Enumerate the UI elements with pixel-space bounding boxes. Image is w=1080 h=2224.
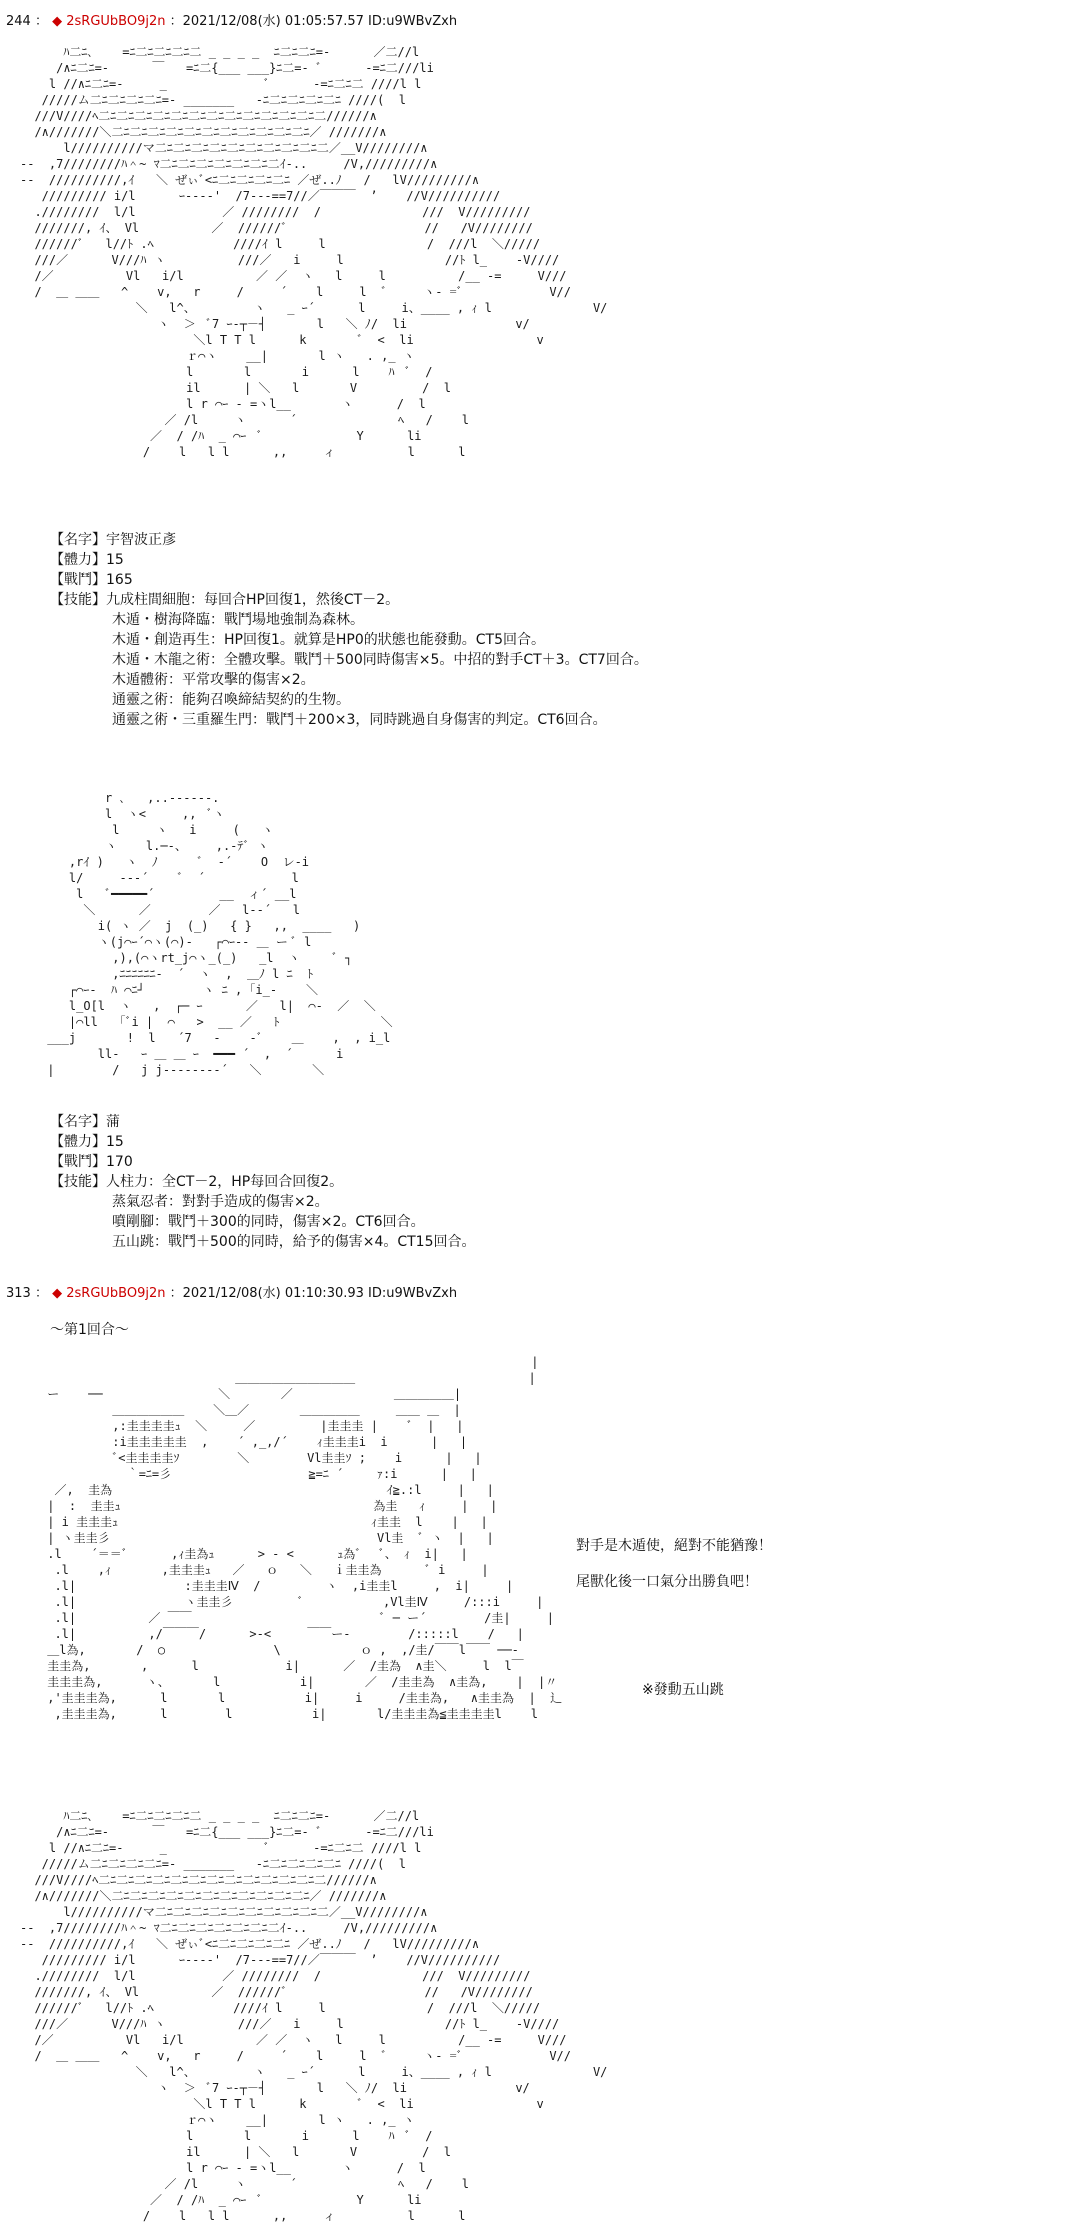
ascii-art-tree-repeat: ﾊ二ﾆ､ =ﾆ二ﾆ二ﾆ二ﾆ二 _ _ _ _ ﾆ二ﾆ二ﾆ=- ／二//l /∧ﾆ二ﾆ=- ￣ =ﾆ二{___ ___}ﾆ二=- ﾞ -=ﾆ二///li l //∧ﾆ二ﾆ=- _ ﾞ -=ﾆ二ﾆ二 ////l l /////ム二ﾆ二ﾆ二ﾆ二ﾆ=- _______ -ﾆ二ﾆ二ﾆ二ﾆ二ﾆ ////( l ///V////ﾍ二ﾆ二ﾆ二ﾆ二ﾆ二ﾆ二ﾆ二ﾆ二ﾆ二ﾆ二ﾆ二ﾆ二ﾆ二//////∧ /∧///////＼二ﾆ二ﾆ二ﾆ二ﾆ二ﾆ二ﾆ二ﾆ二ﾆ二ﾆ二ﾆ二ﾆ／ ///////∧ l//////////マ二ﾆ二ﾆ二ﾆ二ﾆ二ﾆ二ﾆ二ﾆ二ﾆ二ﾆ二／__V////////∧ -- ,7////////ﾊ＾~ ﾏ二ﾆ二ﾆ二ﾆ二ﾆ二ﾆ二ﾆ二ｲ-.. /V,/////////∧ -- //////////,ｲ ＼ ぜぃﾞ<ﾆ二ﾆ二ﾆ二ﾆ二ﾆ ／ぜ..ﾉ / lV/////////∧ ///////// i/l ｰ----' /7---==7//／￣￣￣ ’ //V////////// .//////// l/l ／ //////// / /// V///////// ///////, ｲ、 Vl ／ //////ﾞ // /V//////// //////ﾞ l//ﾄ .ﾍ ////ｲ l l / ///l ＼///// ///／ V///ﾊ ヽ ///／ i l //ﾄ l_ -V//// /／ Vl i/l ／ ／ ヽ l l /__ -= V/// / ＿ ＿＿ ^ v, r / ´ l l ﾞ ヽ- =ﾞ V// ＼ l^、 ヽ _ ｰ´ l i、____ , ｨ l V/ ヽ ＞ ﾞ7 ｰ-┬－┤ l ＼ ﾉ/ li v/ ＼l T T l k ﾞ < li v ｒ⌒ヽ __| l ヽ . ,_ ヽ l l i l ﾊ ﾞ / il | ＼ l V / l l r ⌒ｰ - =ヽl__ ヽ / l ／ /l ヽ ´ ﾍ / l ／ / /ﾊ _ ⌒ｰ ﾞ Y li / l l l ,, ィ l l — [20, 1809, 608, 2223]
skill-line: 蒸氣忍者：對對手造成的傷害×2。 — [112, 1194, 329, 1210]
stat-skills-row — [50, 1172, 476, 1192]
stat-hp-row — [50, 1132, 476, 1152]
narration-line-2: 尾獸化後一口氣分出勝負吧！ — [576, 1574, 758, 1590]
skill-line: 五山跳：戰鬥＋500的同時，給予的傷害×4。CT15回合。 — [112, 1234, 476, 1250]
skill-line: 九成柱間細胞：每回合HP回復1，然後CT－2。 — [106, 592, 400, 608]
stat-skills-label: 【技能】 — [50, 592, 106, 608]
post-number: 244 — [6, 14, 31, 29]
skill-line: 人柱力：全CT－2，HP每回合回復2。 — [106, 1174, 344, 1190]
stat-name-label: 【名字】 — [50, 532, 106, 548]
post-datetime: ：2021/12/08(水) 01:05:57.57 — [169, 14, 364, 29]
post-datetime: ：2021/12/08(水) 01:10:30.93 — [169, 1286, 364, 1301]
post-header-313 — [0, 1286, 457, 1302]
post-header-244 — [0, 14, 457, 30]
skill-line: 木遁・樹海降臨：戰鬥場地強制為森林。 — [112, 612, 364, 628]
stat-skills-label: 【技能】 — [50, 1174, 106, 1190]
character-1-stats — [50, 530, 648, 730]
poster-trip-link[interactable]: 2sRGUbBO9j2n — [66, 1286, 166, 1301]
stat-hp-label: 【體力】 — [50, 552, 106, 568]
stat-hp-value: 15 — [106, 552, 124, 568]
stat-name-label: 【名字】 — [50, 1114, 106, 1130]
stat-power-value: 170 — [106, 1154, 133, 1170]
skill-line: 木遁體術：平常攻擊的傷害×2。 — [112, 672, 315, 688]
post-number: 313 — [6, 1286, 31, 1301]
post-separator: ： — [34, 1286, 48, 1301]
stat-name-row — [50, 530, 648, 550]
stat-power-label: 【戰鬥】 — [50, 572, 106, 588]
ascii-art-tree: ﾊ二ﾆ､ =ﾆ二ﾆ二ﾆ二ﾆ二 _ _ _ _ ﾆ二ﾆ二ﾆ=- ／二//l /∧ﾆ二ﾆ=- ￣ =ﾆ二{___ ___}ﾆ二=- ﾞ -=ﾆ二///li l //∧ﾆ二ﾆ=- _ ﾞ -=ﾆ二ﾆ二 ////l l /////ム二ﾆ二ﾆ二ﾆ二ﾆ=- _______ -ﾆ二ﾆ二ﾆ二ﾆ二ﾆ ////( l ///V////ﾍ二ﾆ二ﾆ二ﾆ二ﾆ二ﾆ二ﾆ二ﾆ二ﾆ二ﾆ二ﾆ二ﾆ二ﾆ二//////∧ /∧///////＼二ﾆ二ﾆ二ﾆ二ﾆ二ﾆ二ﾆ二ﾆ二ﾆ二ﾆ二ﾆ二ﾆ／ ///////∧ l//////////マ二ﾆ二ﾆ二ﾆ二ﾆ二ﾆ二ﾆ二ﾆ二ﾆ二ﾆ二／__V////////∧ -- ,7////////ﾊ＾~ ﾏ二ﾆ二ﾆ二ﾆ二ﾆ二ﾆ二ﾆ二ｲ-.. /V,/////////∧ -- //////////,ｲ ＼ ぜぃﾞ<ﾆ二ﾆ二ﾆ二ﾆ二ﾆ ／ぜ..ﾉ / lV/////////∧ ///////// i/l ｰ----' /7---==7//／￣￣￣ ’ //V////////// .//////// l/l ／ //////// / /// V///////// ///////, ｲ、 Vl ／ //////ﾞ // /V//////// //////ﾞ l//ﾄ .ﾍ ////ｲ l l / ///l ＼///// ///／ V///ﾊ ヽ ///／ i l //ﾄ l_ -V//// /／ Vl i/l ／ ／ ヽ l l /__ -= V/// / ＿ ＿＿ ^ v, r / ´ l l ﾞ ヽ- =ﾞ V// ＼ l^、 ヽ _ ｰ´ l i、____ , ｨ l V/ ヽ ＞ ﾞ7 ｰ-┬－┤ l ＼ ﾉ/ li v/ ＼l T T l k ﾞ < li v ｒ⌒ヽ __| l ヽ . ,_ ヽ l l i l ﾊ ﾞ / il | ＼ l V / l l r ⌒ｰ - =ヽl__ ヽ / l ／ /l ヽ ´ ﾍ / l ／ / /ﾊ _ ⌒ｰ ﾞ Y li / l l l ,, ィ l l — [20, 45, 608, 459]
skill-line: 通靈之術・三重羅生門：戰鬥＋200×3，同時跳過自身傷害的判定。CT6回合。 — [112, 712, 607, 728]
ascii-art-battle-scene: | ＿＿＿＿＿＿＿＿＿＿ | ー ── ＼ ／ ＿＿＿＿＿| ＿＿＿＿＿＿ ＼＿／ ＿＿＿＿＿ ＿＿ ＿ | ,:圭圭圭圭ｭ ＼ ／ |圭圭圭 | ﾞ | | :i圭圭圭圭圭 , ´ ,_,/´ ｨ圭圭圭i i | | ﾞ<圭圭圭圭ｿ ＼ Vl圭圭ｿ ; i | | ｀=ﾆ=彡 ≧=ﾆ ´ ｧ:i | | ／, 圭為 ｲ≧.:l | | | : 圭圭ｭ 為圭 ｨ | | | i 圭圭圭ｭ ｨ圭圭 l | | | ヽ圭圭彡 Vl圭 ﾞ ヽ | | .l ´＝＝ﾞ ,ｨ圭為ｭ > - < ｭ為ﾞ ﾞ、 ｨ i| | .l ,ｨ ,圭圭圭ｭ ／ ｏ ＼ ｉ圭圭為 ﾞ i | .l| :圭圭圭Ⅳ / ヽ ,i圭圭l , i| | .l| ヽ圭圭彡 ﾞ ,Vl圭Ⅳ /:::i | .l| ／ ￣￣ ﾞ ─ ー´ /圭| | .l| ,/￣￣￣/ >-< ￣￣ー- /:::::l / | ＿l為, / ○ \ ｏ , ,/圭/￣￣l￣￣ ──- 圭圭為, , l i| ／ /圭為 ∧圭＼ l l￣ 圭圭圭為, ヽ、 l i| ／ /圭圭為 ∧圭為, | |〃 ,'圭圭圭為, l l i| i /圭圭為, ∧圭圭為 | 辶 ,圭圭圭為, l l i| l/圭圭圭為≦圭圭圭圭l l — [47, 1355, 563, 1721]
round-title: ～第1回合～ — [50, 1322, 129, 1338]
ascii-art-character-2: r ､ ,..-‐‐‐‐-. l ヽ< ,, ﾞヽ l ヽ i ( ヽ ヽ l.─-、 ,.-ﾃﾞ ヽ ,rｲ ) ヽ ﾉ ﾞ -´ O レ-i l/ ‐‐-´ ﾞ ´ l l ﾞ━━━━━´ __ ィ´ __l ＼ ／ ／ l-‐´ l i( ヽ ／ j (_) { } ,, ____ ) ヽ(j⌒ｰ´⌒ヽ(⌒)- ┌⌒ｰ-- ＿ ー ﾞ l ,),(⌒ヽrt_j⌒ヽ_(_) _l ヽ ﾞ ┐ ,ﾆﾆﾆﾆﾆﾆ- ´ ヽ , ＿ﾉ l ﾆ ﾄ ┌⌒ｰ- ﾊ ⌒ﾆ┘ ヽ ﾆ , ｢i_- ＼ l_O[l ヽ , ┌─ ｰ ／ l| ⌒- ／ ＼ |⌒ll ｢ﾞi | ⌒ > __ ／ ﾄ ＼ ___j ! l ´7 - -ﾞ ＿ , , i_l ll- ｰ ＿ ＿ ｰ ━━━ ´ , ´ i | / j j-‐‐‐‐‐‐‐´ ＼ ＼ — [47, 791, 393, 1077]
trip-diamond-icon: ◆ — [52, 14, 63, 29]
stat-name-row — [50, 1112, 476, 1132]
poster-id: ID:u9WBvZxh — [368, 1286, 458, 1301]
stat-hp-row — [50, 550, 648, 570]
trip-diamond-icon: ◆ — [52, 1286, 63, 1301]
stat-power-row — [50, 1152, 476, 1172]
skill-activation-note: ※發動五山跳 — [642, 1682, 724, 1698]
stat-hp-value: 15 — [106, 1134, 124, 1150]
skill-line: 噴剛腳：戰鬥＋300的同時，傷害×2。CT6回合。 — [112, 1214, 425, 1230]
narration-line-1: 對手是木遁使，絕對不能猶豫！ — [576, 1538, 772, 1554]
character-2-stats — [50, 1112, 476, 1252]
post-separator: ： — [34, 14, 48, 29]
stat-name-value: 宇智波正彥 — [106, 532, 176, 548]
poster-trip-link[interactable]: 2sRGUbBO9j2n — [66, 14, 166, 29]
stat-power-label: 【戰鬥】 — [50, 1154, 106, 1170]
stat-power-value: 165 — [106, 572, 133, 588]
stat-skills-row — [50, 590, 648, 610]
skill-line: 木遁・創造再生：HP回復1。就算是HP0的狀態也能發動。CT5回合。 — [112, 632, 545, 648]
skill-line: 木遁・木龍之術：全體攻擊。戰鬥＋500同時傷害×5。中招的對手CT＋3。CT7回合。 — [112, 652, 648, 668]
stat-power-row — [50, 570, 648, 590]
poster-id: ID:u9WBvZxh — [368, 14, 458, 29]
stat-hp-label: 【體力】 — [50, 1134, 106, 1150]
stat-name-value: 蒲 — [106, 1114, 120, 1130]
skill-line: 通靈之術：能夠召喚締結契約的生物。 — [112, 692, 350, 708]
